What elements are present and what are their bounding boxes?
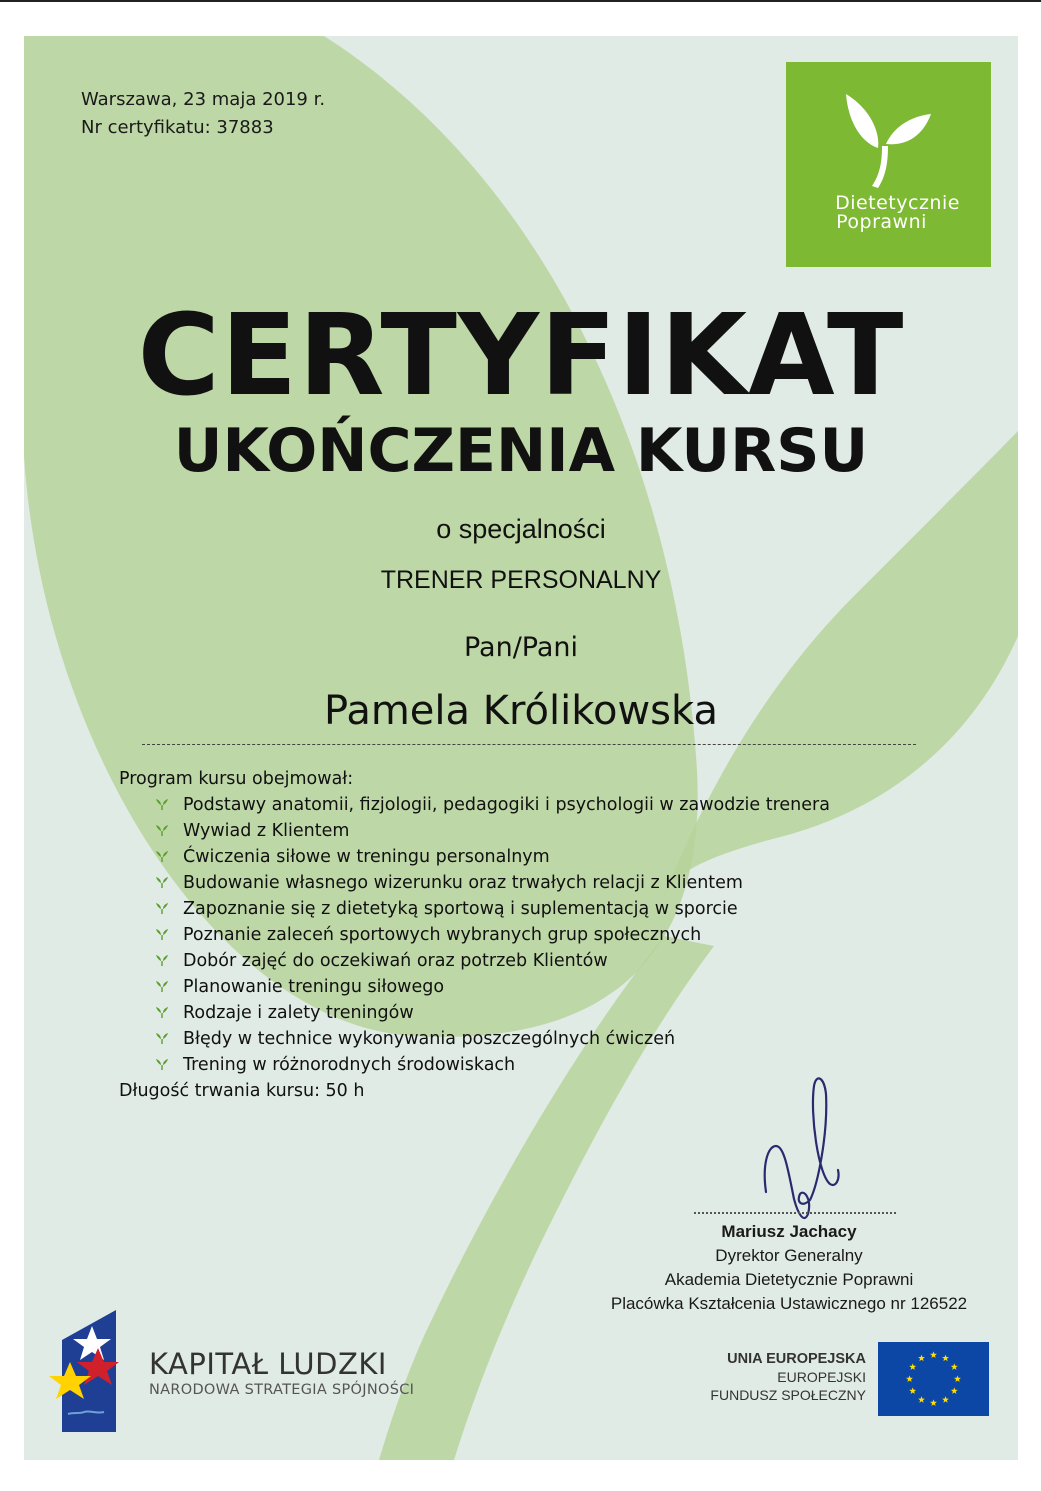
- program-item-text: Błędy w technice wykonywania poszczególnych ćwiczeń: [183, 1029, 676, 1049]
- eu-star-icon: [930, 1351, 937, 1358]
- sprout-logo-icon: [786, 62, 991, 267]
- brand-logo: [786, 62, 991, 267]
- kapital-ludzki-text: [149, 1348, 414, 1400]
- certificate-subtitle: UKOŃCZENIA KURSU: [173, 416, 869, 486]
- program-item-text: Poznanie zaleceń sportowych wybranych grup społecznych: [183, 925, 702, 945]
- place-date: Warszawa, 23 maja 2019 r.: [81, 89, 326, 110]
- eu-star-icon: [951, 1387, 958, 1394]
- eu-stars: [878, 1342, 989, 1416]
- list-item: [155, 818, 939, 844]
- eu-star-icon: [942, 1355, 949, 1362]
- sprout-icon: [155, 1057, 169, 1071]
- specialty-label: o specjalności: [436, 514, 606, 544]
- list-item: [155, 974, 939, 1000]
- sprout-icon: [155, 797, 169, 811]
- certificate-number: Nr certyfikatu: 37883: [81, 117, 274, 138]
- signer-name: Mariusz Jachacy: [721, 1222, 857, 1241]
- list-item: [155, 1000, 939, 1026]
- signer-block: [584, 1220, 994, 1316]
- eu-flag-icon: [878, 1342, 989, 1416]
- logo-line-1: Dietetycznie: [835, 192, 960, 214]
- list-item: [155, 792, 939, 818]
- sprout-icon: [155, 901, 169, 915]
- eu-star-icon: [951, 1363, 958, 1370]
- program-item-text: Podstawy anatomii, fizjologii, pedagogiki i psychologii w zawodzie trenera: [183, 795, 830, 815]
- program-list: [119, 792, 939, 1078]
- salutation: Pan/Pani: [463, 632, 579, 663]
- list-item: [155, 870, 939, 896]
- signer-role: Dyrektor Generalny: [715, 1246, 863, 1265]
- recipient-name: Pamela Królikowska: [324, 688, 718, 734]
- program-item-text: Zapoznanie się z dietetyką sportową i suplementacją w sporcie: [183, 899, 738, 919]
- signature-line: [694, 1212, 896, 1214]
- list-item: [155, 1026, 939, 1052]
- sprout-icon: [155, 823, 169, 837]
- list-item: [155, 922, 939, 948]
- eu-star-icon: [954, 1375, 961, 1382]
- eu-star-icon: [942, 1396, 949, 1403]
- specialty-value: TRENER PERSONALNY: [380, 566, 662, 594]
- eu-star-icon: [918, 1355, 925, 1362]
- sprout-icon: [155, 875, 169, 889]
- program-item-text: Trening w różnorodnych środowiskach: [183, 1055, 516, 1075]
- course-duration: Długość trwania kursu: 50 h: [119, 1081, 365, 1101]
- program-item-text: Rodzaje i zalety treningów: [183, 1003, 414, 1023]
- kl-subtitle: NARODOWA STRATEGIA SPÓJNOŚCI: [149, 1382, 415, 1398]
- list-item: [155, 948, 939, 974]
- eu-star-icon: [918, 1396, 925, 1403]
- signer-institution: Placówka Kształcenia Ustawicznego nr 126522: [610, 1294, 968, 1313]
- program-item-text: Wywiad z Klientem: [183, 821, 350, 841]
- sprout-icon: [155, 1005, 169, 1019]
- eu-line-3: FUNDUSZ SPOŁECZNY: [710, 1387, 866, 1403]
- list-item: [155, 844, 939, 870]
- eu-text: [664, 1350, 866, 1404]
- kapital-ludzki-logo-icon: [42, 1306, 142, 1436]
- list-item: [155, 896, 939, 922]
- eu-star-icon: [906, 1375, 913, 1382]
- eu-line-1: UNIA EUROPEJSKA: [727, 1351, 866, 1367]
- eu-line-2: EUROPEJSKI: [777, 1369, 866, 1385]
- sprout-icon: [155, 927, 169, 941]
- signer-organization: Akademia Dietetycznie Poprawni: [664, 1270, 914, 1289]
- program-section: [119, 766, 939, 1104]
- program-item-text: Planowanie treningu siłowego: [183, 977, 445, 997]
- name-underline: [142, 744, 916, 745]
- certificate: [24, 36, 1018, 1460]
- logo-text: [786, 194, 991, 232]
- logo-line-2: Poprawni: [836, 211, 927, 233]
- kl-title: KAPITAŁ LUDZKI: [149, 1347, 387, 1381]
- program-item-text: Ćwiczenia siłowe w treningu personalnym: [183, 847, 550, 867]
- eu-star-icon: [909, 1387, 916, 1394]
- program-intro: Program kursu obejmował:: [119, 769, 354, 789]
- sprout-icon: [155, 1031, 169, 1045]
- certificate-title: CERTYFIKAT: [137, 291, 905, 421]
- header-info: [81, 86, 325, 142]
- program-item-text: Dobór zajęć do oczekiwań oraz potrzeb Klientów: [183, 951, 608, 971]
- eu-star-icon: [930, 1399, 937, 1406]
- program-item-text: Budowanie własnego wizerunku oraz trwałych relacji z Klientem: [183, 873, 743, 893]
- signature-icon: [754, 1074, 874, 1224]
- eu-star-icon: [909, 1363, 916, 1370]
- sprout-icon: [155, 979, 169, 993]
- sprout-icon: [155, 849, 169, 863]
- sprout-icon: [155, 953, 169, 967]
